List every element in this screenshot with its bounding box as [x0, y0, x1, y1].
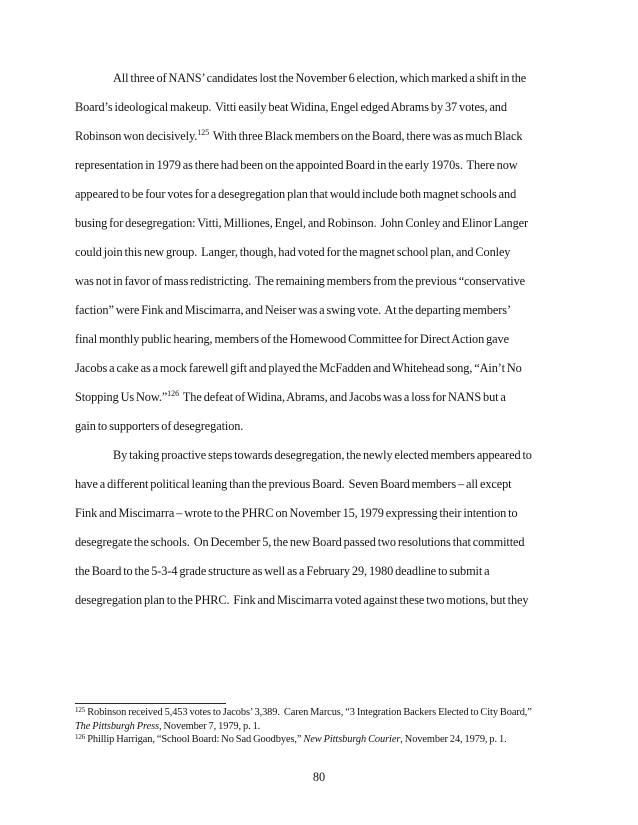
footnotes [75, 706, 575, 747]
text-segment: faction” were Fink and Miscimarra, and Neiser was a swing vote. At the departing members’ [75, 303, 511, 317]
text-segment: Jacobs a cake as a mock farewell gift and played the McFadden and Whitehead song, “Ain’t No [75, 361, 522, 375]
text-line [75, 64, 575, 93]
text-segment: All three of NANS’ candidates lost the November 6 election, which marked a shift in the [113, 71, 527, 85]
text-segment: , November 7, 1979, p. 1. [158, 720, 261, 732]
text-line [75, 209, 575, 238]
footnote-reference: 126 [167, 389, 180, 398]
text-line [75, 267, 575, 296]
text-segment: Board’s ideological makeup. Vitti easily beat Widina, Engel edged Abrams by 37 votes, and [75, 100, 507, 114]
text-line [75, 499, 575, 528]
text-line [75, 296, 575, 325]
text-segment: final monthly public hearing, members of the Homewood Committee for Direct Action gave [75, 332, 509, 346]
text-segment: Robinson won decisively. [75, 129, 198, 143]
text-line [75, 586, 575, 615]
text-line [75, 412, 575, 441]
footnote-separator [75, 703, 226, 704]
text-segment: The Pittsburgh Press [75, 720, 159, 732]
text-line [75, 706, 575, 720]
text-line [75, 441, 575, 470]
text-segment: the Board to the 5-3-4 grade structure as well as a February 29, 1980 deadline to submit a [75, 564, 490, 578]
text-segment: Phillip Harrigan, “School Board: No Sad Goodbyes,” [85, 734, 304, 745]
text-segment: With three Black members on the Board, there was as much Black [209, 129, 523, 143]
text-line [75, 180, 575, 209]
text-line [75, 151, 575, 180]
text-line [75, 470, 575, 499]
text-segment: appeared to be four votes for a desegregation plan that would include both magnet schools and [75, 187, 517, 201]
text-segment: New Pittsburgh Courier [303, 734, 401, 745]
text-segment: have a different political leaning than the previous Board. Seven Board members – all except [75, 477, 512, 491]
text-line [75, 93, 575, 122]
text-segment: representation in 1979 as there had been on the appointed Board in the early 1970s. There now [75, 158, 518, 172]
text-line [75, 325, 575, 354]
text-segment: busing for desegregation: Vitti, Milliones, Engel, and Robinson. John Conley and Elinor Langer [75, 216, 528, 230]
text-segment: could join this new group. Langer, though, had voted for the magnet school plan, and Conley [75, 245, 511, 259]
text-segment: desegregate the schools. On December 5, the new Board passed two resolutions that committed [75, 535, 525, 549]
body-text [75, 64, 575, 615]
text-segment: gain to supporters of desegregation. [75, 419, 244, 433]
text-line [75, 528, 575, 557]
text-segment: Fink and Miscimarra – wrote to the PHRC on November 15, 1979 expressing their intention to [75, 506, 518, 520]
text-segment: The defeat of Widina, Abrams, and Jacobs was a loss for NANS but a [179, 390, 506, 404]
text-line [75, 557, 575, 586]
text-line [75, 354, 575, 383]
text-segment: By taking proactive steps towards desegregation, the newly elected members appeared to [113, 448, 532, 462]
text-line [75, 383, 575, 412]
text-line [75, 238, 575, 267]
text-segment: desegregation plan to the PHRC. Fink and Miscimarra voted against these two motions, but they [75, 593, 529, 607]
footnote-reference: 126 [75, 733, 86, 741]
text-segment: Robinson received 5,453 votes to Jacobs’ 3,389. Caren Marcus, “3 Integration Backers Elected to City Board,” [85, 707, 532, 718]
text-segment: was not in favor of mass redistricting. The remaining members from the previous “conservative [75, 274, 526, 288]
text-segment: , November 24, 1979, p. 1. [400, 734, 507, 745]
text-line [75, 122, 575, 151]
page-number: 80 [312, 770, 326, 784]
footnote-reference: 125 [75, 706, 86, 714]
text-segment: Stopping Us Now.” [75, 390, 168, 404]
text-line [75, 733, 575, 747]
footnote-reference: 125 [197, 128, 210, 137]
text-line [75, 720, 575, 734]
